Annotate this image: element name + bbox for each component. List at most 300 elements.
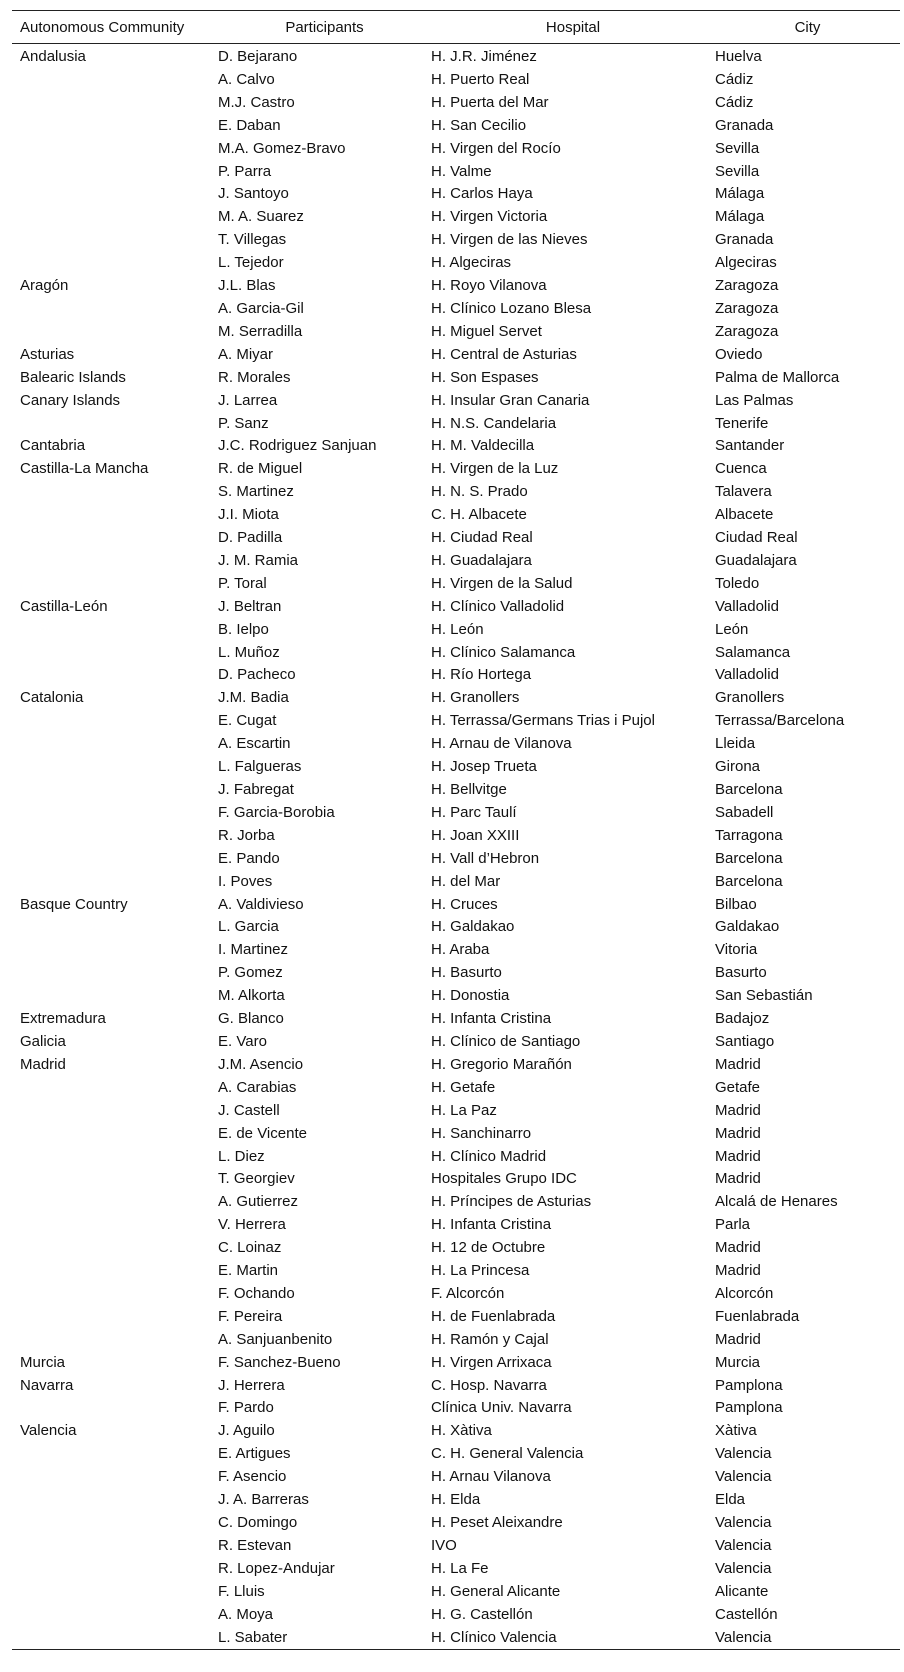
table-row <box>12 504 900 527</box>
cell-community <box>12 1306 218 1329</box>
cell-city: Fuenlabrada <box>715 1307 800 1325</box>
table-row <box>12 44 900 69</box>
table-row <box>12 756 900 779</box>
cell-city: Elda <box>715 1491 746 1509</box>
cell-city: Vitoria <box>715 941 758 959</box>
cell-hospital: H. Insular Gran Canaria <box>431 391 590 409</box>
table-row <box>12 1329 900 1352</box>
cell-community <box>12 138 218 161</box>
table-row <box>12 1535 900 1558</box>
cell-hospital: H. General Alicante <box>431 1582 561 1600</box>
cell-hospital: H. Valme <box>431 162 492 180</box>
header-participants: Participants <box>285 18 364 36</box>
cell-participant: J. Beltran <box>218 597 282 615</box>
cell-city: Zaragoza <box>715 299 779 317</box>
table-row <box>12 1123 900 1146</box>
cell-city: Cádiz <box>715 93 754 111</box>
cell-participant: L. Garcia <box>218 918 279 936</box>
cell-hospital: H. Virgen de la Luz <box>431 460 559 478</box>
cell-city: Algeciras <box>715 254 777 272</box>
cell-participant: J.C. Rodriguez Sanjuan <box>218 437 377 455</box>
cell-community <box>12 1283 218 1306</box>
cell-city: Alcalá de Henares <box>715 1193 838 1211</box>
table-row <box>12 687 900 710</box>
table-row <box>12 802 900 825</box>
cell-hospital: H. La Fe <box>431 1559 489 1577</box>
cell-participant: A. Moya <box>218 1605 274 1623</box>
table-row <box>12 1397 900 1420</box>
cell-city: León <box>715 620 749 638</box>
cell-community <box>12 848 218 871</box>
table-row <box>12 435 900 458</box>
table-row <box>12 871 900 894</box>
table-header <box>12 11 900 44</box>
cell-city: Badajoz <box>715 1010 770 1028</box>
cell-participant: A. Garcia-Gil <box>218 299 304 317</box>
cell-hospital: H. Infanta Cristina <box>431 1216 552 1234</box>
cell-hospital: H. M. Valdecilla <box>431 437 535 455</box>
cell-participant: G. Blanco <box>218 1010 284 1028</box>
cell-hospital: H. Galdakao <box>431 918 515 936</box>
cell-hospital: H. J.R. Jiménez <box>431 48 537 65</box>
cell-city: Salamanca <box>715 643 791 661</box>
cell-participant: A. Valdivieso <box>218 895 304 913</box>
cell-city: Parla <box>715 1216 751 1234</box>
cell-hospital: H. Royo Vilanova <box>431 277 547 295</box>
cell-hospital: H. Guadalajara <box>431 551 532 569</box>
cell-community <box>12 1146 218 1169</box>
table-row <box>12 1100 900 1123</box>
cell-participant: V. Herrera <box>218 1216 286 1234</box>
cell-hospital: H. Clínico Madrid <box>431 1147 547 1165</box>
cell-participant: F. Lluis <box>218 1582 265 1600</box>
cell-community: Cantabria <box>20 437 86 455</box>
cell-participant: M. A. Suarez <box>218 208 304 226</box>
cell-participant: I. Poves <box>218 872 273 890</box>
cell-community: Asturias <box>20 345 75 363</box>
cell-hospital: H. Clínico Valladolid <box>431 597 565 615</box>
cell-community <box>12 1260 218 1283</box>
cell-city: Sevilla <box>715 139 760 157</box>
table-row <box>12 1191 900 1214</box>
cell-hospital: H. Carlos Haya <box>431 185 533 203</box>
cell-community <box>12 779 218 802</box>
table-row <box>12 1214 900 1237</box>
cell-community <box>12 229 218 252</box>
table-row <box>12 550 900 573</box>
cell-participant: A. Gutierrez <box>218 1193 299 1211</box>
cell-participant: F. Pardo <box>218 1399 274 1417</box>
cell-community <box>12 481 218 504</box>
cell-hospital: H. Clínico Salamanca <box>431 643 576 661</box>
cell-hospital: H. Donostia <box>431 987 510 1005</box>
cell-community <box>12 252 218 275</box>
cell-city: Guadalajara <box>715 551 797 569</box>
cell-participant: M. Alkorta <box>218 987 285 1005</box>
table-row <box>12 1168 900 1191</box>
cell-city: Girona <box>715 758 761 776</box>
cell-community <box>12 504 218 527</box>
cell-community <box>12 413 218 436</box>
cell-city: Oviedo <box>715 345 763 363</box>
cell-participant: D. Bejarano <box>218 48 298 65</box>
cell-participant: J.M. Badia <box>218 689 289 707</box>
table-row <box>12 1512 900 1535</box>
cell-participant: A. Sanjuanbenito <box>218 1330 333 1348</box>
cell-city: Terrassa/Barcelona <box>715 712 845 730</box>
cell-community <box>12 321 218 344</box>
cell-hospital: H. Son Espases <box>431 368 539 386</box>
cell-community <box>12 916 218 939</box>
cell-city: Málaga <box>715 208 765 226</box>
cell-participant: J. A. Barreras <box>218 1491 309 1509</box>
cell-participant: L. Tejedor <box>218 254 284 272</box>
cell-city: Valladolid <box>715 597 779 615</box>
cell-city: Getafe <box>715 1078 761 1096</box>
cell-participant: E. Pando <box>218 849 280 867</box>
table-row <box>12 596 900 619</box>
cell-hospital: IVO <box>431 1536 457 1554</box>
cell-community <box>12 1191 218 1214</box>
cell-participant: P. Parra <box>218 162 272 180</box>
cell-city: Madrid <box>715 1330 761 1348</box>
cell-community <box>12 1627 218 1650</box>
cell-city: Pamplona <box>715 1376 783 1394</box>
cell-hospital: H. Terrassa/Germans Trias i Pujol <box>431 712 655 730</box>
cell-community: Castilla-León <box>20 597 108 615</box>
cell-community: Extremadura <box>20 1010 106 1028</box>
table-row <box>12 1352 900 1375</box>
table-row <box>12 69 900 92</box>
table-row <box>12 619 900 642</box>
table-row <box>12 1008 900 1031</box>
cell-hospital: H. Infanta Cristina <box>431 1010 552 1028</box>
cell-hospital: H. León <box>431 620 484 638</box>
table-row <box>12 1306 900 1329</box>
cell-participant: T. Georgiev <box>218 1170 295 1188</box>
cell-city: Ciudad Real <box>715 529 798 547</box>
cell-city: Valencia <box>715 1468 772 1486</box>
table-row <box>12 710 900 733</box>
cell-city: Lleida <box>715 735 756 753</box>
cell-city: Alcorcón <box>715 1284 774 1302</box>
cell-community: Basque Country <box>20 895 128 913</box>
cell-hospital: H. N.S. Candelaria <box>431 414 557 432</box>
participants-table <box>12 10 900 1650</box>
cell-city: Castellón <box>715 1605 778 1623</box>
table-row <box>12 1054 900 1077</box>
cell-hospital: H. N. S. Prado <box>431 483 528 501</box>
table-row <box>12 413 900 436</box>
table-row <box>12 894 900 917</box>
table-row <box>12 1466 900 1489</box>
cell-participant: F. Sanchez-Bueno <box>218 1353 341 1371</box>
table-row <box>12 1283 900 1306</box>
cell-participant: A. Escartin <box>218 735 291 753</box>
cell-community <box>12 802 218 825</box>
table-row <box>12 367 900 390</box>
cell-participant: J.L. Blas <box>218 277 276 295</box>
cell-participant: E. Cugat <box>218 712 277 730</box>
cell-participant: L. Falgueras <box>218 758 302 776</box>
cell-community <box>12 298 218 321</box>
cell-community <box>12 1100 218 1123</box>
header-hospital: Hospital <box>545 18 601 36</box>
cell-community <box>12 642 218 665</box>
cell-hospital: H. 12 de Octubre <box>431 1239 546 1257</box>
cell-hospital: C. H. General Valencia <box>431 1445 584 1463</box>
cell-hospital: Hospitales Grupo IDC <box>431 1170 577 1188</box>
cell-city: Basurto <box>715 964 767 982</box>
cell-city: Cuenca <box>715 460 767 478</box>
cell-community <box>12 1581 218 1604</box>
cell-participant: F. Ochando <box>218 1284 295 1302</box>
cell-hospital: H. Ciudad Real <box>431 529 533 547</box>
cell-community <box>12 939 218 962</box>
cell-hospital: H. Bellvitge <box>431 781 507 798</box>
cell-hospital: H. Central de Asturias <box>431 345 577 363</box>
cell-city: Valencia <box>715 1514 772 1531</box>
cell-hospital: H. Cruces <box>431 895 498 913</box>
cell-participant: J. Larrea <box>218 391 278 409</box>
cell-hospital: C. Hosp. Navarra <box>431 1376 547 1394</box>
cell-hospital: H. Clínico de Santiago <box>431 1032 581 1050</box>
cell-participant: L. Diez <box>218 1147 265 1165</box>
cell-community: Andalusia <box>20 48 86 65</box>
cell-community <box>12 161 218 184</box>
table-row <box>12 458 900 481</box>
cell-hospital: H. del Mar <box>431 872 501 890</box>
cell-city: Alicante <box>715 1582 769 1600</box>
cell-hospital: H. de Fuenlabrada <box>431 1307 556 1325</box>
cell-participant: M. Serradilla <box>218 322 303 340</box>
cell-hospital: H. Parc Taulí <box>431 803 517 821</box>
cell-participant: P. Sanz <box>218 414 269 432</box>
table-body <box>12 44 900 1650</box>
cell-community: Castilla-La Mancha <box>20 460 149 478</box>
cell-city: Granada <box>715 231 774 249</box>
cell-city: Bilbao <box>715 895 757 913</box>
cell-participant: R. Lopez-Andujar <box>218 1559 335 1577</box>
cell-hospital: H. Miguel Servet <box>431 322 542 340</box>
cell-participant: F. Pereira <box>218 1307 283 1325</box>
cell-participant: T. Villegas <box>218 231 287 249</box>
table-row <box>12 848 900 871</box>
cell-community <box>12 92 218 115</box>
cell-community <box>12 573 218 596</box>
cell-city: Sevilla <box>715 162 760 180</box>
cell-hospital: H. Vall d’Hebron <box>431 849 540 867</box>
cell-hospital: H. Clínico Lozano Blesa <box>431 299 592 317</box>
cell-participant: P. Toral <box>218 574 267 592</box>
cell-participant: J. Herrera <box>218 1376 285 1394</box>
cell-hospital: H. Gregorio Marañón <box>431 1055 572 1073</box>
table-row <box>12 275 900 298</box>
cell-city: Granada <box>715 116 774 134</box>
cell-hospital: H. La Princesa <box>431 1262 530 1280</box>
cell-city: Madrid <box>715 1170 761 1188</box>
cell-city: Pamplona <box>715 1399 783 1417</box>
cell-participant: C. Domingo <box>218 1514 298 1531</box>
cell-participant: E. Artigues <box>218 1445 291 1463</box>
cell-participant: R. Jorba <box>218 826 275 844</box>
cell-city: San Sebastián <box>715 987 813 1005</box>
cell-community <box>12 985 218 1008</box>
cell-city: Santander <box>715 437 785 455</box>
cell-participant: R. Estevan <box>218 1536 292 1554</box>
cell-participant: E. Daban <box>218 116 281 134</box>
cell-city: Valencia <box>715 1536 772 1554</box>
table-row <box>12 92 900 115</box>
cell-hospital: H. La Paz <box>431 1101 497 1119</box>
cell-participant: J.I. Miota <box>218 506 279 524</box>
cell-city: Talavera <box>715 483 772 501</box>
cell-hospital: H. Puerta del Mar <box>431 93 549 111</box>
cell-hospital: H. Algeciras <box>431 254 512 272</box>
cell-hospital: H. Virgen Arrixaca <box>431 1353 552 1371</box>
cell-city: Las Palmas <box>715 391 794 409</box>
cell-participant: F. Garcia-Borobia <box>218 803 335 821</box>
cell-community <box>12 1535 218 1558</box>
table-row <box>12 1237 900 1260</box>
table-row <box>12 985 900 1008</box>
cell-community: Valencia <box>20 1422 77 1440</box>
table-row <box>12 161 900 184</box>
cell-community <box>12 1123 218 1146</box>
cell-city: Granollers <box>715 689 785 707</box>
cell-community <box>12 1168 218 1191</box>
cell-community <box>12 962 218 985</box>
table-row <box>12 344 900 367</box>
cell-city: Albacete <box>715 506 774 524</box>
cell-city: Santiago <box>715 1032 775 1050</box>
cell-hospital: H. Basurto <box>431 964 502 982</box>
cell-city: Zaragoza <box>715 322 779 340</box>
table-row <box>12 1627 900 1650</box>
cell-hospital: H. Josep Trueta <box>431 758 537 776</box>
cell-city: Valencia <box>715 1628 772 1646</box>
cell-hospital: Clínica Univ. Navarra <box>431 1399 572 1417</box>
table-row <box>12 115 900 138</box>
table-row <box>12 1443 900 1466</box>
cell-participant: E. de Vicente <box>218 1124 307 1142</box>
cell-community <box>12 1443 218 1466</box>
cell-participant: R. de Miguel <box>218 460 303 478</box>
cell-community <box>12 1077 218 1100</box>
cell-community: Murcia <box>20 1353 66 1371</box>
cell-city: Valencia <box>715 1559 772 1577</box>
header-city: City <box>794 18 821 36</box>
cell-community: Catalonia <box>20 689 84 707</box>
table-row <box>12 939 900 962</box>
cell-city: Madrid <box>715 1124 761 1142</box>
cell-hospital: H. Clínico Valencia <box>431 1628 557 1646</box>
table-row <box>12 481 900 504</box>
cell-participant: M.J. Castro <box>218 93 295 111</box>
cell-hospital: H. Arnau de Vilanova <box>431 735 572 753</box>
table-row <box>12 733 900 756</box>
cell-city: Huelva <box>715 48 762 65</box>
cell-participant: B. Ielpo <box>218 620 269 638</box>
cell-community <box>12 1214 218 1237</box>
cell-participant: M.A. Gomez-Bravo <box>218 139 346 157</box>
table-row <box>12 206 900 229</box>
table-row <box>12 1581 900 1604</box>
cell-city: Toledo <box>715 574 760 592</box>
cell-community: Canary Islands <box>20 391 121 409</box>
cell-hospital: H. Getafe <box>431 1078 496 1096</box>
cell-hospital: H. G. Castellón <box>431 1605 533 1623</box>
cell-hospital: F. Alcorcón <box>431 1284 505 1302</box>
cell-hospital: H. San Cecilio <box>431 116 527 134</box>
cell-hospital: C. H. Albacete <box>431 506 527 524</box>
cell-participant: I. Martinez <box>218 941 289 959</box>
cell-hospital: H. Xàtiva <box>431 1422 492 1440</box>
cell-city: Barcelona <box>715 849 783 867</box>
table-row <box>12 916 900 939</box>
cell-community <box>12 183 218 206</box>
cell-participant: J.M. Asencio <box>218 1055 304 1073</box>
cell-participant: E. Martin <box>218 1262 279 1280</box>
cell-city: Galdakao <box>715 918 780 936</box>
cell-participant: J. Aguilo <box>218 1422 275 1440</box>
table-row <box>12 1260 900 1283</box>
table-row <box>12 1420 900 1443</box>
cell-participant: F. Asencio <box>218 1468 287 1486</box>
table-row <box>12 1146 900 1169</box>
header-autonomous-community: Autonomous Community <box>20 18 185 36</box>
cell-hospital: H. Joan XXIII <box>431 826 520 844</box>
cell-participant: A. Calvo <box>218 70 275 88</box>
cell-city: Tenerife <box>715 414 769 432</box>
cell-city: Valladolid <box>715 666 779 684</box>
cell-community: Madrid <box>20 1055 66 1073</box>
table-row <box>12 527 900 550</box>
cell-city: Murcia <box>715 1353 761 1371</box>
cell-community <box>12 1329 218 1352</box>
cell-participant: L. Sabater <box>218 1628 288 1646</box>
header-row <box>12 11 900 44</box>
cell-hospital: H. Río Hortega <box>431 666 532 684</box>
cell-hospital: H. Virgen Victoria <box>431 208 548 226</box>
cell-community: Galicia <box>20 1032 66 1050</box>
cell-participant: J. M. Ramia <box>218 551 299 569</box>
cell-city: Madrid <box>715 1147 761 1165</box>
cell-city: Málaga <box>715 185 765 203</box>
cell-participant: J. Fabregat <box>218 781 294 798</box>
table-row <box>12 642 900 665</box>
table-row <box>12 1375 900 1398</box>
cell-community: Aragón <box>20 277 69 295</box>
table-row <box>12 1558 900 1581</box>
cell-city: Sabadell <box>715 803 774 821</box>
cell-community: Balearic Islands <box>20 368 126 386</box>
cell-city: Barcelona <box>715 872 783 890</box>
cell-community: Navarra <box>20 1376 74 1394</box>
cell-community <box>12 710 218 733</box>
cell-city: Cádiz <box>715 70 754 88</box>
cell-hospital: H. Ramón y Cajal <box>431 1330 549 1348</box>
cell-participant: D. Padilla <box>218 529 283 547</box>
cell-city: Madrid <box>715 1101 761 1119</box>
table-row <box>12 573 900 596</box>
cell-hospital: H. Peset Aleixandre <box>431 1514 563 1531</box>
table-row <box>12 390 900 413</box>
cell-city: Madrid <box>715 1262 761 1280</box>
table-row <box>12 229 900 252</box>
table-row <box>12 1604 900 1627</box>
cell-participant: J. Castell <box>218 1101 280 1119</box>
